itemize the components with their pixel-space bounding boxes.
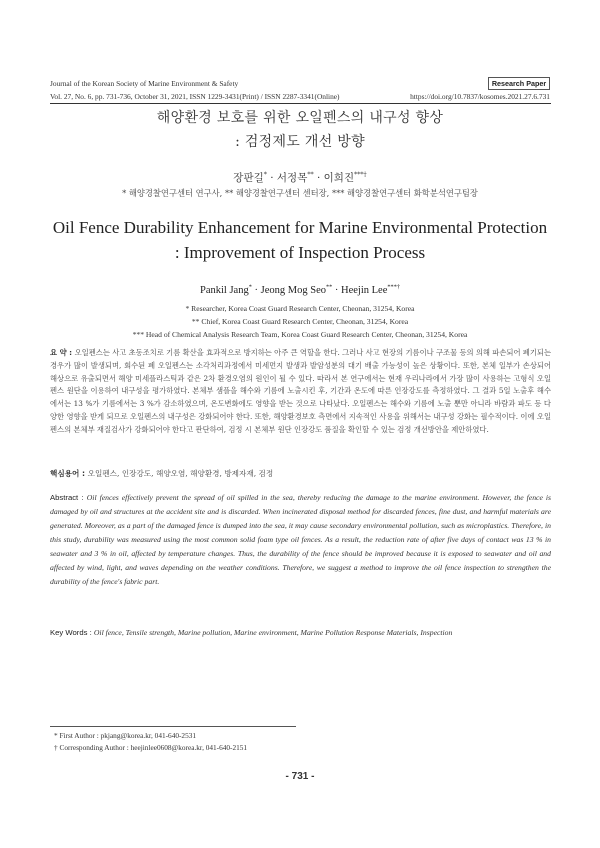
english-abstract	[50, 491, 551, 589]
english-affiliation-2: ** Chief, Korea Coast Guard Research Center, Cheonan, 31254, Korea	[191, 317, 409, 326]
page-number: - 731 -	[285, 771, 315, 782]
author-separator: ·	[266, 172, 277, 184]
korean-author-3-mark: ***†	[354, 171, 367, 179]
footnote-rule	[50, 726, 296, 727]
korean-keywords	[50, 468, 273, 479]
footnote-corresponding-author: † Corresponding Author : heejinlee0608@korea.kr, 041-640-2151	[54, 743, 248, 752]
author-separator: ·	[332, 285, 342, 296]
header-rule	[50, 103, 551, 104]
english-affiliation-3: *** Head of Chemical Analysis Research Team, Korea Coast Guard Research Center, Cheonan, 31254, Korea	[132, 330, 468, 339]
volume-info: Vol. 27, No. 6, pp. 731-736, October 31, 2021, ISSN 1229-3431(Print) / ISSN 2287-3341(Online)	[50, 92, 340, 101]
korean-abstract	[50, 347, 551, 437]
article-type-badge: Research Paper	[488, 77, 550, 90]
english-author-1-mark: *	[248, 283, 252, 291]
korean-abstract-label: 요 약 :	[50, 348, 75, 357]
english-abstract-text: Oil fences effectively prevent the spread of oil spilled in the sea, thereby reducing the damage to the marine environment. However, the fence is damaged by oil and structures at the accident site and is discarded. When incinerated disposal method for discarded fences, fine dust, and harmful materials are generated. Moreover, as a part of the damaged fence is dumped into the sea, it may cause secondary environmental pollution, such as microplastics. Therefore, in this study, durability was measured using the most common solid foam type oil fences. As a result, the reduction rate of after five days of contact was 13 % in seawater and 3 % in oil, affected by temperature changes. Thus, the durability of the fence should be improved because it is exposed to seawater and oil and affected by wind, light, and waves depending on the weather conditions. Therefore, we suggest a method to improve the oil fence inspection to strengthen the durability of the fence's fabric part.	[50, 493, 551, 586]
korean-abstract-text: 오일펜스는 사고 초동조치로 기름 확산을 효과적으로 방지하는 아주 큰 역할을 한다. 그러나 사고 현장의 기름이나 구조물 등의 의해 파손되어 폐기되는 경우가 많이 발생되며, 회수된 폐 오일펜스는 소각처리과정에서 미세먼지 발생과 발암성분의 대기 배출 가능성이 높은 상황이다. 또한, 본체 일부가 손상되어 해상으로 유출되면서 해양 미세플라스틱과 같은 2차 환경오염의 원인이 될 수 있다. 따라서 본 연구에서는 현재 우리나라에서 가장 많이 사용하는 고형식 오일펜스 원단을 이용하여 내구성을 평가하였다. 본체부 샘플을 해수와 기름에 노출시킨 후, 기간과 온도에 따른 인장강도를 측정하였다. 그 결과 5일 노출후 해수에서는 13 %가 기름에서는 3 %가 감소하였으며, 온도변화에도 영향을 받는 것으로 나타났다. 오일펜스는 해수와 기름에 노출 뿐만 아니라 바람과 파도 등 다양한 영향을 받게 되므로 오일펜스의 내구성은 강화되어야 한다. 또한, 해양환경보호 측면에서 지속적인 사용을 위해서는 내구성 강화는 필수적이다. 이에 오일펜스의 본체부 재질검사가 강화되어야 한다고 판단하여, 검정 시 본체부 원단 인장강도 품질을 확인할 수 있는 검정 개선방안을 제안하였다.	[50, 348, 552, 434]
english-author-2: Jeong Mog Seo	[260, 285, 326, 296]
korean-title-line2: : 검정제도 개선 방향	[235, 134, 365, 150]
english-keywords-text: Oil fence, Tensile strength, Marine pollution, Marine environment, Marine Pollution Response Materials, Inspection	[93, 628, 453, 637]
english-author-2-mark: **	[325, 283, 333, 291]
author-separator: ·	[251, 285, 261, 296]
english-title-line2: : Improvement of Inspection Process	[174, 243, 426, 262]
korean-author-2: 서정목	[276, 172, 308, 184]
korean-keywords-text: 오일펜스, 인장강도, 해양오염, 해양환경, 방제자재, 검정	[87, 469, 274, 478]
footnote-first-author: * First Author : pkjang@korea.kr, 041-640-2531	[54, 731, 197, 740]
journal-name: Journal of the Korean Society of Marine Environment & Safety	[50, 79, 239, 88]
english-authors	[0, 285, 600, 296]
korean-author-3: 이희진	[323, 172, 355, 184]
author-separator: ·	[313, 172, 324, 184]
korean-authors	[0, 170, 600, 185]
english-keywords-label: Key Words :	[50, 628, 94, 637]
korean-keywords-label: 핵심용어 :	[50, 469, 88, 478]
korean-title-line1: 해양환경 보호를 위한 오일펜스의 내구성 향상	[156, 110, 444, 126]
korean-affiliation: * 해양경찰연구센터 연구사, ** 해양경찰연구센터 센터장, *** 해양경찰연구센터 화학분석연구팀장	[122, 188, 478, 198]
english-title-line1: Oil Fence Durability Enhancement for Marine Environmental Protection	[52, 218, 548, 237]
english-affiliation-1: * Researcher, Korea Coast Guard Research Center, Cheonan, 31254, Korea	[185, 304, 415, 313]
english-author-3-mark: ***†	[387, 283, 400, 291]
english-keywords	[50, 626, 551, 640]
doi-link[interactable]: https://doi.org/10.7837/kosomes.2021.27.6.731	[410, 92, 550, 101]
english-abstract-label: Abstract :	[50, 493, 87, 502]
korean-author-1-mark: *	[263, 171, 267, 179]
english-author-3: Heejin Lee	[341, 285, 388, 296]
korean-author-1: 장판길	[233, 172, 264, 184]
korean-author-2-mark: **	[307, 171, 314, 179]
english-author-1: Pankil Jang	[200, 285, 249, 296]
